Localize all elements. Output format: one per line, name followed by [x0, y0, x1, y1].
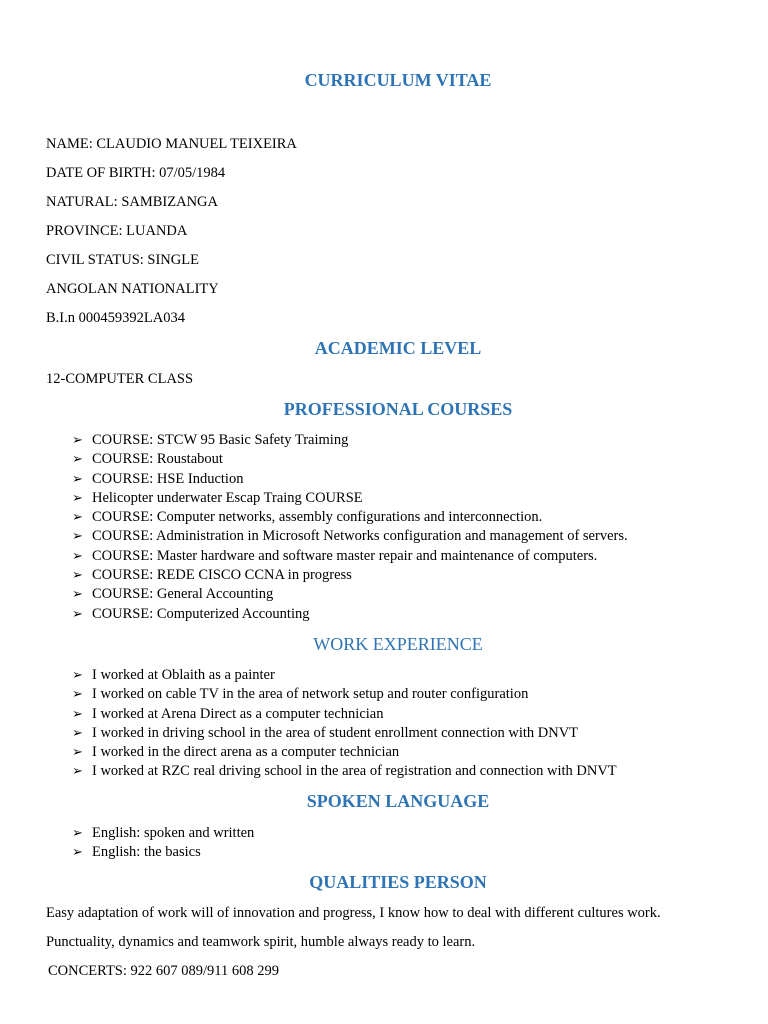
list-item: ➢ COURSE: Master hardware and software master repair and maintenance of computers.: [72, 547, 598, 564]
id-number-line: B.I.n 000459392LA034: [46, 310, 185, 326]
arrow-bullet-icon: ➢: [72, 567, 83, 583]
arrow-bullet-icon: ➢: [72, 489, 83, 505]
academic-heading: ACADEMIC LEVEL: [314, 338, 482, 358]
list-item: ➢ I worked at RZC real driving school in the area of registration and connection with DNVT: [72, 763, 617, 780]
arrow-bullet-icon: ➢: [72, 825, 83, 840]
list-item: ➢ COURSE: STCW 95 Basic Safety Traiming: [72, 432, 349, 448]
arrow-bullet-icon: ➢: [72, 547, 83, 563]
list-item: ➢ COURSE: General Accounting: [72, 586, 274, 603]
arrow-bullet-icon: ➢: [72, 705, 83, 721]
list-item: ➢ COURSE: Administration in Microsoft Networks configuration and management of servers.: [72, 528, 628, 545]
qualities-text-1: Easy adaptation of work will of innovation and progress, I know how to deal with different cultures work.: [46, 905, 661, 921]
arrow-bullet-icon: ➢: [72, 470, 83, 486]
arrow-bullet-icon: ➢: [72, 528, 83, 544]
arrow-bullet-icon: ➢: [72, 451, 83, 467]
spoken-language-list: [72, 823, 254, 862]
province-line: PROVINCE: LUANDA: [46, 223, 188, 239]
arrow-bullet-icon: ➢: [72, 724, 83, 740]
work-experience-list: [72, 665, 617, 781]
arrow-bullet-icon: ➢: [72, 432, 83, 447]
arrow-bullet-icon: ➢: [72, 844, 83, 860]
natural-line: NATURAL: SAMBIZANGA: [46, 194, 218, 210]
professional-courses-list: [72, 430, 628, 623]
list-item: ➢ I worked on cable TV in the area of network setup and router configuration: [72, 686, 529, 703]
list-item: ➢ Helicopter underwater Escap Traing COURSE: [72, 489, 363, 506]
list-item: ➢ COURSE: Roustabout: [72, 451, 223, 468]
arrow-bullet-icon: ➢: [72, 605, 83, 621]
page-title: CURRICULUM VITAE: [304, 70, 492, 90]
contacts-line: CONCERTS: 922 607 089/911 608 299: [48, 963, 280, 979]
arrow-bullet-icon: ➢: [72, 686, 83, 702]
list-item: ➢ COURSE: Computer networks, assembly configurations and interconnection.: [72, 509, 543, 526]
arrow-bullet-icon: ➢: [72, 763, 83, 779]
arrow-bullet-icon: ➢: [72, 509, 83, 525]
qualities-heading: QUALITIES PERSON: [309, 872, 487, 892]
qualities-text-2: Punctuality, dynamics and teamwork spirit, humble always ready to learn.: [46, 934, 476, 950]
list-item: ➢ I worked in the direct arena as a computer technician: [72, 744, 400, 761]
list-item: ➢ I worked at Arena Direct as a computer technician: [72, 705, 384, 722]
work-experience-heading: WORK EXPERIENCE: [313, 634, 483, 654]
academic-text: 12-COMPUTER CLASS: [46, 371, 194, 387]
list-item: ➢ COURSE: REDE CISCO CCNA in progress: [72, 567, 352, 584]
arrow-bullet-icon: ➢: [72, 744, 83, 760]
nationality-line: ANGOLAN NATIONALITY: [46, 281, 219, 297]
list-item: ➢ I worked at Oblaith as a painter: [72, 667, 275, 683]
date-of-birth-line: DATE OF BIRTH: 07/05/1984: [46, 165, 226, 181]
list-item: ➢ COURSE: HSE Induction: [72, 470, 244, 487]
civil-status-line: CIVIL STATUS: SINGLE: [46, 252, 199, 268]
name-line: NAME: CLAUDIO MANUEL TEIXEIRA: [46, 136, 297, 152]
list-item: ➢ COURSE: Computerized Accounting: [72, 605, 310, 622]
arrow-bullet-icon: ➢: [72, 667, 83, 682]
list-item: ➢ English: the basics: [72, 844, 201, 861]
list-item: ➢ English: spoken and written: [72, 825, 255, 841]
arrow-bullet-icon: ➢: [72, 586, 83, 602]
professional-courses-heading: PROFESSIONAL COURSES: [283, 399, 513, 419]
spoken-language-heading: SPOKEN LANGUAGE: [306, 791, 490, 811]
list-item: ➢ I worked in driving school in the area of student enrollment connection with DNVT: [72, 724, 579, 741]
